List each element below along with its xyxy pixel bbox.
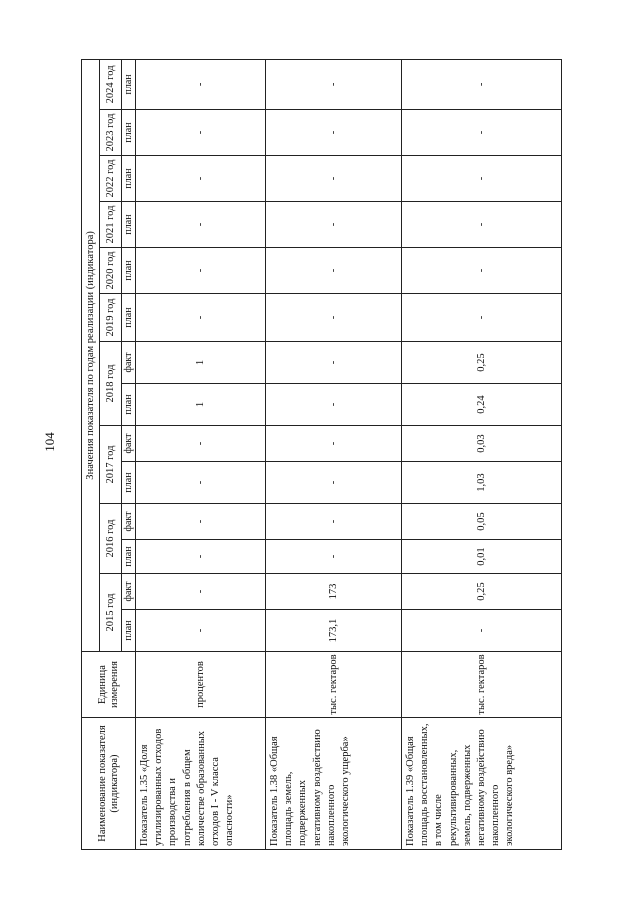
indicator-name: Показатель 1.39 «Общая площадь восстановленных, в том числе рекультивированных, земель, подверженных негативному воздействию накопленного экологического вреда» xyxy=(402,718,562,850)
indicator-name: Показатель 1.35 «Доля утилизированных отходов производства и потребления в общем количестве образованных отходов I - V класса опасности» xyxy=(136,718,266,850)
value-cell: - xyxy=(136,610,266,652)
value-cell: 0,25 xyxy=(402,342,562,384)
value-cell: - xyxy=(136,540,266,574)
value-cell: - xyxy=(136,426,266,462)
value-cell: - xyxy=(266,110,402,156)
indicator-unit: тыс. гектаров xyxy=(402,652,562,718)
header-year-2019: 2019 год xyxy=(100,294,122,342)
value-cell: - xyxy=(402,248,562,294)
value-cell: - xyxy=(266,426,402,462)
value-cell: - xyxy=(266,248,402,294)
header-plan-2023: план xyxy=(122,110,136,156)
header-fact-2015: факт xyxy=(122,574,136,610)
value-cell: - xyxy=(402,610,562,652)
value-cell: - xyxy=(266,59,402,109)
value-cell: 1,03 xyxy=(402,462,562,504)
header-plan-2022: план xyxy=(122,156,136,202)
header-year-2017: 2017 год xyxy=(100,426,122,504)
header-name: Наименование показателя (индикатора) xyxy=(82,718,136,850)
header-plan-2019: план xyxy=(122,294,136,342)
value-cell: - xyxy=(266,504,402,540)
header-fact-2016: факт xyxy=(122,504,136,540)
value-cell: 1 xyxy=(136,384,266,426)
value-cell: - xyxy=(136,202,266,248)
header-fact-2018: факт xyxy=(122,342,136,384)
value-cell: 0,24 xyxy=(402,384,562,426)
value-cell: 0,03 xyxy=(402,426,562,462)
value-cell: - xyxy=(266,294,402,342)
value-cell: - xyxy=(266,342,402,384)
header-plan-2016: план xyxy=(122,540,136,574)
header-year-2022: 2022 год xyxy=(100,156,122,202)
header-group-title: Значения показателя по годам реализации (индикатора) xyxy=(82,59,100,651)
header-unit: Единица измерения xyxy=(82,652,136,718)
header-plan-2020: план xyxy=(122,248,136,294)
header-year-2020: 2020 год xyxy=(100,248,122,294)
indicator-unit: процентов xyxy=(136,652,266,718)
table-row xyxy=(266,59,402,849)
value-cell: - xyxy=(136,462,266,504)
table-row xyxy=(136,59,266,849)
value-cell: - xyxy=(136,156,266,202)
header-plan-2017: план xyxy=(122,462,136,504)
indicator-unit: тыс. гектаров xyxy=(266,652,402,718)
header-plan-2018: план xyxy=(122,384,136,426)
header-year-2024: 2024 год xyxy=(100,59,122,109)
header-year-2021: 2021 год xyxy=(100,202,122,248)
value-cell: - xyxy=(266,156,402,202)
header-year-2015: 2015 год xyxy=(100,574,122,652)
indicator-name: Показатель 1.38 «Общая площадь земель, подверженных негативному воздействию накопленного экологического ущерба» xyxy=(266,718,402,850)
value-cell: - xyxy=(402,110,562,156)
value-cell: - xyxy=(136,248,266,294)
value-cell: 173,1 xyxy=(266,610,402,652)
header-year-2016: 2016 год xyxy=(100,504,122,574)
value-cell: 1 xyxy=(136,342,266,384)
header-fact-2017: факт xyxy=(122,426,136,462)
value-cell: 0,05 xyxy=(402,504,562,540)
indicator-table xyxy=(81,59,562,850)
table-row xyxy=(402,59,562,849)
value-cell: 0,25 xyxy=(402,574,562,610)
value-cell: 0,01 xyxy=(402,540,562,574)
value-cell: - xyxy=(136,574,266,610)
header-year-2018: 2018 год xyxy=(100,342,122,426)
page-number: 104 xyxy=(41,432,57,452)
header-year-2023: 2023 год xyxy=(100,110,122,156)
value-cell: - xyxy=(266,384,402,426)
value-cell: - xyxy=(266,462,402,504)
value-cell: - xyxy=(402,202,562,248)
value-cell: - xyxy=(402,156,562,202)
rotated-table-wrapper xyxy=(81,60,561,850)
value-cell: - xyxy=(136,504,266,540)
header-plan-2024: план xyxy=(122,59,136,109)
value-cell: - xyxy=(402,294,562,342)
header-plan-2015: план xyxy=(122,610,136,652)
value-cell: - xyxy=(266,540,402,574)
header-plan-2021: план xyxy=(122,202,136,248)
value-cell: - xyxy=(266,202,402,248)
value-cell: - xyxy=(136,110,266,156)
value-cell: 173 xyxy=(266,574,402,610)
value-cell: - xyxy=(402,59,562,109)
value-cell: - xyxy=(136,294,266,342)
value-cell: - xyxy=(136,59,266,109)
